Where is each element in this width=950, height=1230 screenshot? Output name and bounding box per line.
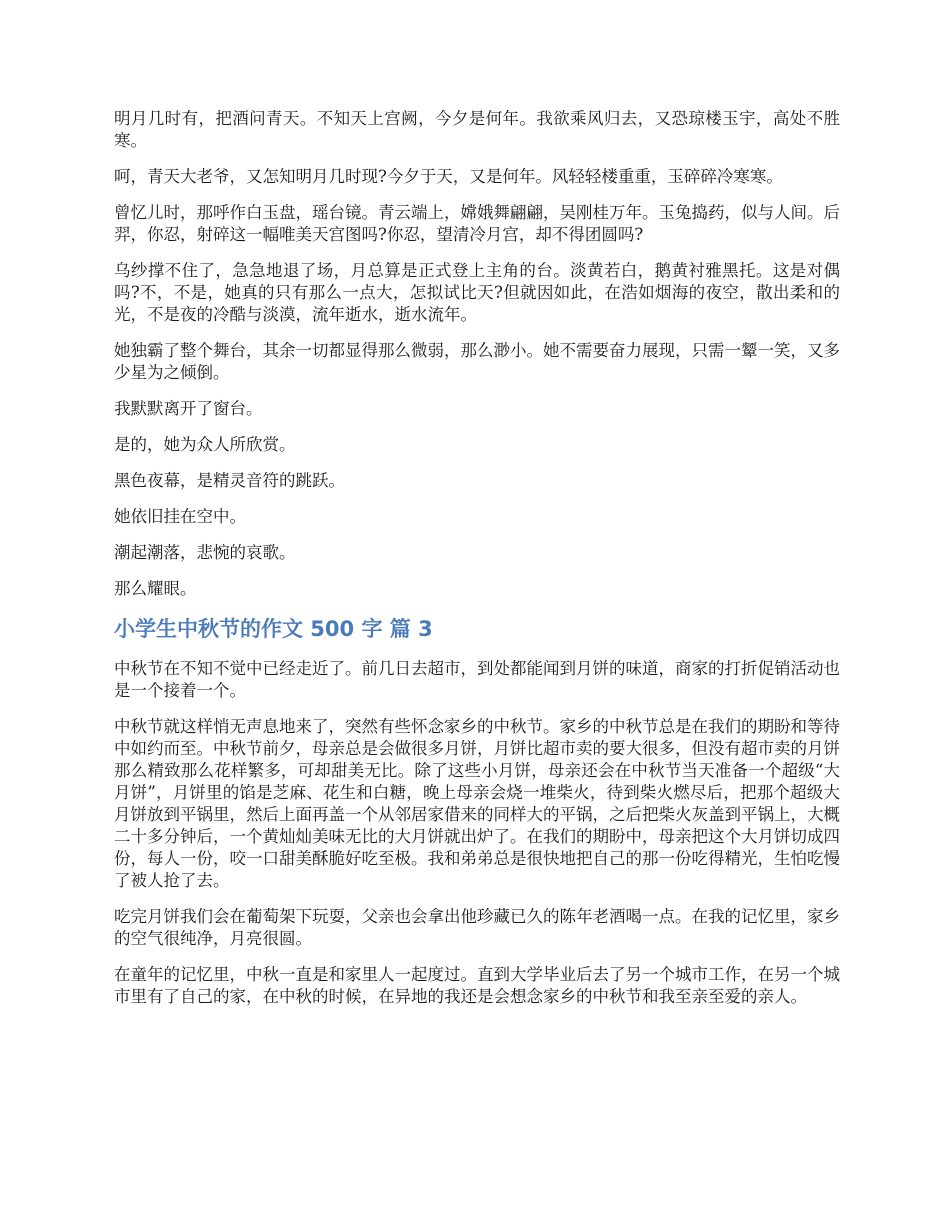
paragraph-15: 在童年的记忆里，中秋一直是和家里人一起度过。直到大学毕业后去了另一个城市工作，在另一个城市里有了自己的家，在中秋的时候，在异地的我还是会想念家乡的中秋节和我至亲至爱的亲人。 [114, 965, 840, 1006]
paragraph-8: 黑色夜幕，是精灵音符的跳跃。 [114, 471, 345, 490]
paragraph-7: 是的，她为众人所欣赏。 [114, 435, 296, 454]
document-body [114, 108, 840, 1022]
paragraph-10: 潮起潮落，悲惋的哀歌。 [114, 543, 296, 562]
paragraph-13: 中秋节就这样悄无声息地来了，突然有些怀念家乡的中秋节。家乡的中秋节总是在我们的期盼和等待中如约而至。中秋节前夕，母亲总是会做很多月饼，月饼比超市卖的要大很多，但没有超市卖的月饼 那么精致那么花样繁多，可却甜美无比。除了这些小月饼，母亲还会在中秋节当天准备一个超级“大月饼”，月饼里的馅是芝麻、花生和白糖，晚上母亲会烧一堆柴火，待到柴火燃尽后，把那个超级大 月饼放到平锅里，然后上面再盖一个从邻居家借来的同样大的平锅，之后把柴火灰盖到平锅上，大概二十多分钟后，一个黄灿灿美味无比的大月饼就出炉了。在我们的期盼中，母亲把这个大月饼切成四 份，每人一份，咬一口甜美酥脆好吃至极。我和弟弟总是很快地把自己的那一份吃得精光，生怕吃慢了被人抢了去。 [114, 717, 840, 890]
paragraph-11: 那么耀眼。 [114, 579, 197, 598]
paragraph-1: 明月几时有，把酒问青天。不知天上宫阙，今夕是何年。我欲乘风归去，又恐琼楼玉宇，高处不胜寒。 [114, 109, 840, 150]
paragraph-2: 呵，青天大老爷，又怎知明月几时现?今夕于天，又是何年。风轻轻楼重重，玉碎碎冷寒寒。 [114, 167, 783, 186]
paragraph-4: 乌纱撑不住了，急急地退了场，月总算是正式登上主角的台。淡黄若白，鹅黄衬雅黑托。这是对偶吗?不，不是，她真的只有那么一点大，怎拟试比天?但就因如此，在浩如烟海的夜空，散出柔和的光，不是夜的冷酷与淡漠，流年逝水，逝水流年。 [114, 261, 840, 324]
section-heading: 小学生中秋节的作文 500 字 篇 3 [114, 617, 433, 641]
paragraph-5: 她独霸了整个舞台，其余一切都显得那么微弱，那么渺小。她不需要奋力展现，只需一颦一笑，又多少星为之倾倒。 [114, 341, 840, 382]
paragraph-14: 吃完月饼我们会在葡萄架下玩耍，父亲也会拿出他珍藏已久的陈年老酒喝一点。在我的记忆里，家乡的空气很纯净，月亮很圆。 [114, 907, 840, 948]
paragraph-6: 我默默离开了窗台。 [114, 399, 263, 418]
paragraph-12: 中秋节在不知不觉中已经走近了。前几日去超市，到处都能闻到月饼的味道，商家的打折促销活动也是一个接着一个。 [114, 659, 840, 700]
paragraph-9: 她依旧挂在空中。 [114, 507, 246, 526]
paragraph-3: 曾忆儿时，那呼作白玉盘，瑶台镜。青云端上，嫦娥舞翩翩，吴刚桂万年。玉兔捣药，似与人间。后羿，你忍，射碎这一幅唯美天宫图吗?你忍，望清冷月宫，却不得团圆吗? [114, 203, 840, 244]
